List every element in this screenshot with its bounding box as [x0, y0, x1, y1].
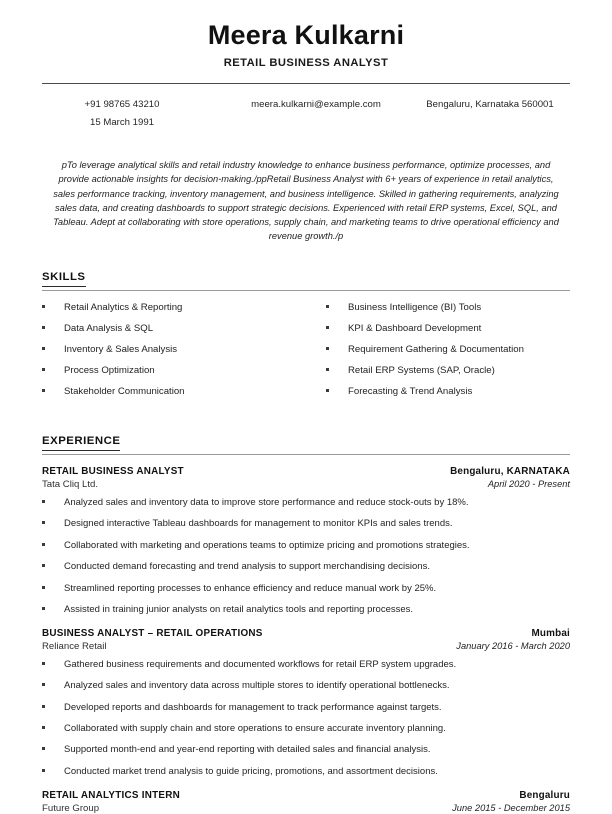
experience-bullet-text: Analyzed sales and inventory data across multiple stores to identify operational bottlenecks. [64, 680, 450, 692]
experience-bullet [42, 604, 570, 616]
bullet-icon [42, 502, 64, 505]
experience-dates: January 2016 - March 2020 [456, 640, 570, 651]
bullet-dot-icon [42, 389, 45, 392]
bullet-icon [42, 609, 64, 612]
contact-email: meera.kulkarni@example.com [251, 99, 381, 111]
skill-item-text: Process Optimization [64, 365, 155, 377]
bullet-dot-icon [326, 326, 329, 329]
header-divider [42, 83, 570, 84]
skill-item [326, 365, 570, 377]
bullet-dot-icon [42, 500, 45, 503]
experience-bullet [42, 702, 570, 714]
skill-item-text: Data Analysis & SQL [64, 323, 154, 335]
contact-phone: +91 98765 43210 [84, 99, 160, 111]
experience-dates: June 2015 - December 2015 [452, 802, 570, 813]
candidate-name: Meera Kulkarni [207, 20, 405, 50]
bullet-dot-icon [326, 305, 329, 308]
experience-role: RETAIL BUSINESS ANALYST [42, 466, 184, 478]
bullet-dot-icon [42, 705, 45, 708]
skill-item [42, 365, 286, 377]
experience-entry [42, 628, 570, 778]
contact-column-email [236, 99, 396, 128]
skill-item-text: KPI & Dashboard Development [348, 323, 482, 335]
experience-bullet-text: Collaborated with supply chain and store operations to ensure accurate inventory planning. [64, 722, 446, 734]
skill-item [42, 344, 286, 356]
skill-item-text: Inventory & Sales Analysis [64, 344, 178, 356]
bullet-icon [42, 566, 64, 569]
bullet-dot-icon [42, 726, 45, 729]
experience-entry [42, 466, 570, 616]
bullet-icon [42, 588, 64, 591]
experience-dates: April 2020 - Present [487, 479, 570, 490]
skills-section [42, 267, 570, 407]
bullet-icon [42, 349, 64, 352]
bullet-icon [326, 307, 348, 310]
experience-bullet [42, 497, 570, 509]
experience-bullet-text: Gathered business requirements and documented workflows for retail ERP system upgrades. [64, 658, 457, 670]
skills-section-divider [42, 290, 570, 291]
experience-bullet-text: Conducted market trend analysis to guide pricing, promotions, and assortment decisions. [64, 765, 438, 777]
candidate-job-title: RETAIL BUSINESS ANALYST [223, 57, 389, 70]
bullet-dot-icon [42, 305, 45, 308]
bullet-icon [42, 749, 64, 752]
skill-item-text: Business Intelligence (BI) Tools [348, 302, 482, 314]
experience-bullets [42, 659, 570, 778]
experience-bullet-text: Supported month-end and year-end reporting with detailed sales and financial analysis. [64, 744, 431, 756]
experience-entry-subheader [42, 641, 570, 652]
experience-company: Tata Cliq Ltd. [42, 479, 98, 491]
bullet-dot-icon [42, 747, 45, 750]
experience-entry-subheader [42, 479, 570, 490]
bullet-icon [42, 707, 64, 710]
experience-company: Future Group [42, 802, 100, 814]
skill-item [42, 386, 286, 398]
experience-bullet [42, 561, 570, 573]
skill-item-text: Retail Analytics & Reporting [64, 302, 183, 314]
bullet-dot-icon [326, 347, 329, 350]
skill-item-text: Requirement Gathering & Documentation [348, 344, 524, 356]
bullet-icon [326, 391, 348, 394]
experience-bullet [42, 680, 570, 692]
experience-bullet [42, 723, 570, 735]
skills-heading-wrap [42, 267, 570, 287]
experience-bullet-text: Analyzed sales and inventory data to improve store performance and reduce stock-outs by 18%. [64, 497, 469, 509]
experience-heading-wrap [42, 431, 570, 451]
experience-bullets [42, 497, 570, 616]
bullet-dot-icon [42, 564, 45, 567]
experience-section [42, 431, 570, 814]
experience-bullet-text: Assisted in training junior analysts on retail analytics tools and reporting processes. [64, 603, 414, 615]
profile-summary: pTo leverage analytical skills and retail industry knowledge to enhance business performance, optimize processes, and provide actionable insights for decision-making./ppRetail Business Analyst with 6+ years of experience in retail analytics, sales performance tracking, inventory management, and business intelligence. Skilled in gathering requirements, analyzing sales data, and creating dashboards to support strategic decisions. Experienced with retail ERP systems, Excel, SQL, and Tableau. Adept at collaborating with store operations, supply chain, and marketing teams to drive operational efficiency and revenue growth./p [53, 160, 559, 241]
bullet-dot-icon [42, 769, 45, 772]
skill-item [326, 386, 570, 398]
skill-item-text: Stakeholder Communication [64, 386, 185, 398]
skill-item-text: Forecasting & Trend Analysis [348, 386, 473, 398]
bullet-icon [42, 728, 64, 731]
bullet-dot-icon [326, 389, 329, 392]
experience-role: BUSINESS ANALYST – RETAIL OPERATIONS [42, 627, 263, 639]
skills-column-left [42, 302, 286, 407]
experience-entry [42, 790, 570, 814]
experience-location: Bengaluru [519, 789, 570, 801]
bullet-dot-icon [42, 326, 45, 329]
bullet-dot-icon [42, 368, 45, 371]
bullet-icon [326, 328, 348, 331]
skill-item-text: Retail ERP Systems (SAP, Oracle) [348, 365, 495, 377]
experience-entry-subheader [42, 803, 570, 814]
bullet-icon [42, 328, 64, 331]
experience-bullet-text: Designed interactive Tableau dashboards for management to monitor KPIs and sales trends. [64, 518, 453, 530]
bullet-dot-icon [326, 368, 329, 371]
bullet-icon [42, 545, 64, 548]
experience-bullet [42, 659, 570, 671]
bullet-dot-icon [42, 683, 45, 686]
bullet-dot-icon [42, 607, 45, 610]
contact-dob: 15 March 1991 [90, 117, 154, 129]
skill-item [326, 302, 570, 314]
experience-location: Bengaluru, KARNATAKA [450, 466, 570, 478]
contact-info [42, 99, 570, 128]
experience-entry-header [42, 628, 570, 639]
experience-bullet [42, 766, 570, 778]
bullet-icon [42, 391, 64, 394]
skills-heading: SKILLS [42, 271, 86, 287]
bullet-icon [42, 664, 64, 667]
experience-bullet-text: Collaborated with marketing and operations teams to optimize pricing and promotions strategies. [64, 539, 470, 551]
skill-item [326, 323, 570, 335]
experience-bullet-text: Conducted demand forecasting and trend analysis to support merchandising decisions. [64, 561, 430, 573]
skill-item [42, 302, 286, 314]
experience-bullet [42, 583, 570, 595]
experience-section-divider [42, 454, 570, 455]
bullet-dot-icon [42, 347, 45, 350]
experience-bullet [42, 744, 570, 756]
bullet-icon [42, 685, 64, 688]
skills-column-right [286, 302, 570, 407]
bullet-dot-icon [42, 543, 45, 546]
experience-location: Mumbai [531, 627, 570, 639]
bullet-dot-icon [42, 662, 45, 665]
bullet-dot-icon [42, 586, 45, 589]
experience-bullet-text: Streamlined reporting processes to enhance efficiency and reduce manual work by 25%. [64, 582, 437, 594]
resume-header [42, 0, 570, 69]
skill-item [326, 344, 570, 356]
skills-columns [42, 302, 570, 407]
bullet-icon [42, 523, 64, 526]
experience-entry-header [42, 466, 570, 477]
experience-bullet [42, 518, 570, 530]
experience-company: Reliance Retail [42, 640, 107, 652]
bullet-icon [42, 771, 64, 774]
experience-heading: EXPERIENCE [42, 435, 120, 451]
bullet-icon [326, 349, 348, 352]
contact-location: Bengaluru, Karnataka 560001 [426, 99, 554, 111]
contact-column-personal [42, 99, 236, 128]
skill-item [42, 323, 286, 335]
contact-column-location [396, 99, 570, 128]
experience-jobs [42, 466, 570, 814]
experience-bullet [42, 540, 570, 552]
experience-entry-header [42, 790, 570, 801]
bullet-icon [326, 370, 348, 373]
bullet-icon [42, 370, 64, 373]
bullet-icon [42, 307, 64, 310]
experience-bullet-text: Developed reports and dashboards for management to track performance against targets. [64, 701, 442, 713]
bullet-dot-icon [42, 521, 45, 524]
experience-role: RETAIL ANALYTICS INTERN [42, 789, 180, 801]
